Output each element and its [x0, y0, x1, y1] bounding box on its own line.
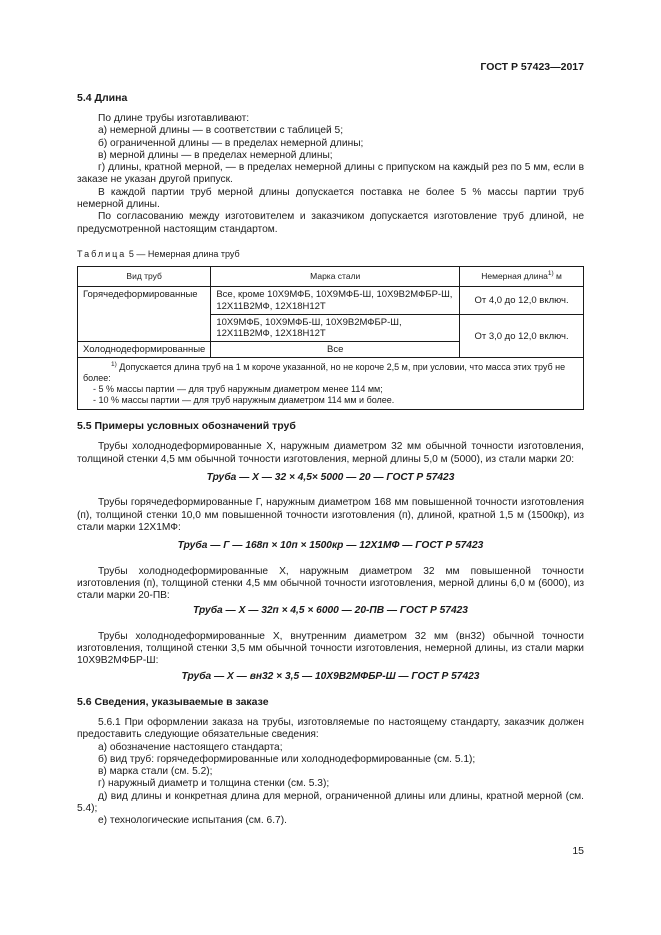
- example-formula: Труба — Х — вн32 × 3,5 — 10Х9В2МФБР-Ш — ГОСТ Р 57423: [181, 670, 480, 682]
- table-note: [78, 358, 584, 410]
- note-item: - 5 % массы партии — для труб наружным диаметром менее 114 мм;: [93, 384, 383, 395]
- table-row: [78, 287, 584, 314]
- page-number: 15: [572, 845, 584, 857]
- table-cell: От 4,0 до 12,0 включ.: [460, 287, 584, 314]
- paragraph: По согласованию между изготовителем и заказчиком допускается изготовление труб длиной, не предусмотренной настоящим стандартом.: [77, 211, 584, 235]
- list-item: б) вид труб: горячедеформированные или холоднодеформированные (см. 5.1);: [98, 753, 476, 765]
- standard-number: ГОСТ Р 57423—2017: [480, 61, 584, 73]
- table-cell: 10Х9МФБ, 10Х9МФБ-Ш, 10Х9В2МФБР-Ш, 12Х11В2МФ, 12Х18Н12Т: [211, 314, 460, 341]
- example-text: Трубы холоднодеформированные Х, наружным диаметром 32 мм обычной точности изготовления, толщиной стенки 4,5 мм обычной точности изготовления, мерной длины 5,0 м (5000), из стали марки 20:: [77, 441, 584, 465]
- list-item: д) вид длины и конкретная длина для мерной, ограниченной длины или длины, кратной мерной (см. 5.4);: [77, 790, 584, 815]
- table-cell: От 3,0 до 12,0 включ.: [460, 314, 584, 358]
- table-caption-word: Таблица: [77, 248, 127, 259]
- list-item: а) обозначение настоящего стандарта;: [98, 741, 283, 753]
- paragraph: По длине трубы изготавливают:: [98, 113, 250, 124]
- table-cell: Все: [211, 342, 460, 358]
- list-item: б) ограниченной длины — в пределах немерной длины;: [98, 137, 364, 149]
- example-text: Трубы холоднодеформированные Х, внутренним диаметром 32 мм (вн32) обычной точности изготовления, толщиной стенки 3,5 мм обычной точности изготовления, немерной длины, из стали марки 10Х9В2МФБР-Ш:: [77, 630, 584, 667]
- paragraph: В каждой партии труб мерной длины допускается поставка не более 5 % массы партии труб немерной длины.: [77, 186, 584, 211]
- page-content: [77, 92, 584, 828]
- list-item: г) наружный диаметр и толщина стенки (см. 5.3);: [98, 778, 330, 790]
- table-caption-text: 5 — Немерная длина труб: [128, 248, 240, 259]
- note-text: Допускается длина труб на 1 м короче указанной, но не короче 2,5 м, при условии, что масса этих труб не более:: [83, 362, 566, 384]
- list-item: в) марка стали (см. 5.2);: [98, 766, 213, 778]
- example-formula: Труба — Х — 32п × 4,5 × 6000 — 20-ПВ — ГОСТ Р 57423: [193, 605, 468, 617]
- section-title-5-6: 5.6 Сведения, указываемые в заказе: [77, 695, 269, 708]
- column-header: Марка стали: [211, 267, 460, 287]
- table-header-row: [78, 267, 584, 287]
- example-text: Трубы горячедеформированные Г, наружным диаметром 168 мм повышенной точности изготовления (п), толщиной стенки 10,0 мм повышенной точности изготовления (п), длиной, кратной 1,5 м (1500кр), из стали марки 12Х1МФ:: [77, 497, 584, 533]
- list-item: г) длины, кратной мерной, — в пределах немерной длины с припуском на каждый рез по 5 мм, если в заказе не указан другой припуск.: [77, 162, 584, 186]
- list-item: а) немерной длины — в соответствии с таблицей 5;: [98, 125, 344, 137]
- table-cell: Все, кроме 10Х9МФБ, 10Х9МФБ-Ш, 10Х9В2МФБР-Ш, 12Х11В2МФ, 12Х18Н12Т: [211, 287, 460, 314]
- table-note-row: [78, 358, 584, 410]
- column-header: Вид труб: [78, 267, 211, 287]
- example-formula: Труба — Х — 32 × 4,5× 5000 — 20 — ГОСТ Р 57423: [206, 472, 455, 484]
- section-title-5-4: 5.4 Длина: [77, 92, 128, 104]
- footnote-marker: 1): [547, 270, 554, 278]
- example-text: Трубы холоднодеформированные Х, наружным диаметром 32 мм повышенной точности изготовления (п), толщиной стенки 4,5 мм обычной точности изготовления, мерной длины 6,0 м (6000), из стали марки 20-ПВ:: [77, 565, 584, 602]
- note-item: - 10 % массы партии — для труб наружным диаметром 114 мм и более.: [93, 395, 395, 406]
- table-cell: Холоднодеформированные: [78, 342, 211, 358]
- section-title-5-5: 5.5 Примеры условных обозначений труб: [77, 420, 296, 433]
- column-header: Немерная длина$^{1)}$ м: [460, 267, 584, 287]
- table-caption: [77, 248, 584, 260]
- table-5: [77, 266, 584, 410]
- example-formula: Труба — Г — 168п × 10п × 1500кр — 12Х1МФ — ГОСТ Р 57423: [177, 540, 484, 552]
- list-item: в) мерной длины — в пределах немерной длины;: [98, 149, 333, 161]
- list-item: е) технологические испытания (см. 6.7).: [98, 815, 287, 827]
- table-cell: Горячедеформированные: [78, 287, 211, 342]
- paragraph: 5.6.1 При оформлении заказа на трубы, изготовляемые по настоящему стандарту, заказчик должен предоставить следующие обязательные сведения:: [77, 716, 584, 741]
- footnote-marker: 1): [111, 361, 117, 369]
